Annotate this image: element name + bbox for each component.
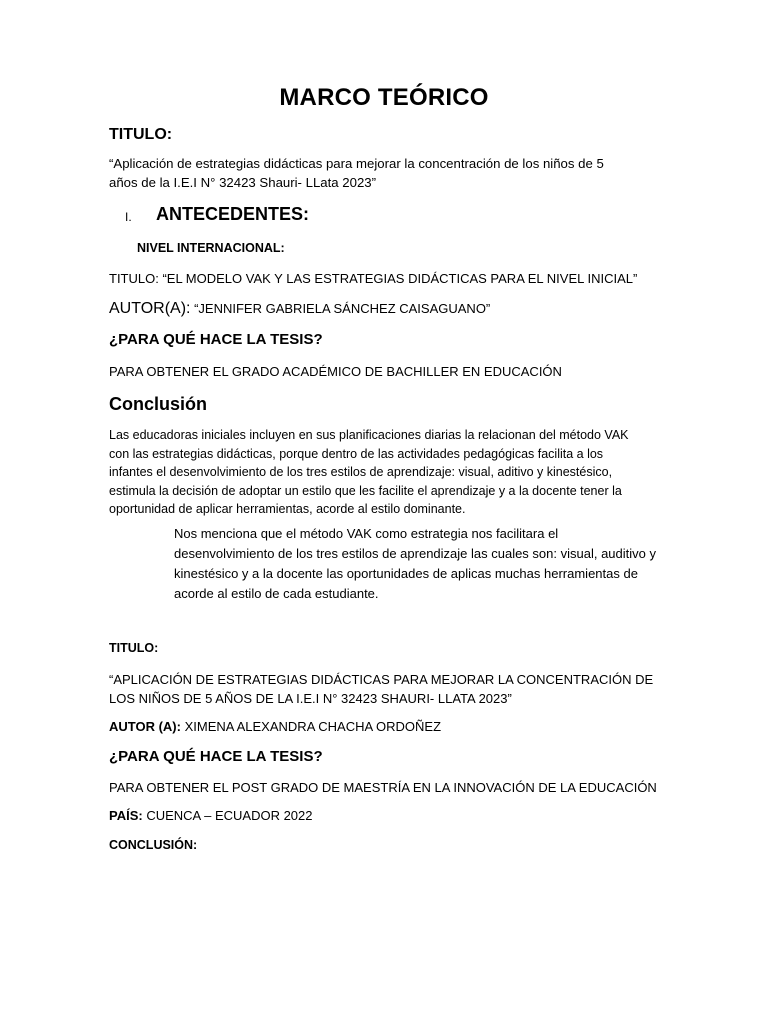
conclusion-line: estimula la decisión de adoptar un estilo que les facilite el aprendizaje y a la docente tener la	[109, 483, 622, 498]
entry1-autor-label: AUTOR(A):	[109, 300, 191, 317]
entry2-titulo-line: LOS NIÑOS DE 5 AÑOS DE LA I.E.I N° 32423 SHAURI- LLATA 2023”	[109, 691, 512, 706]
entry2-titulo-label: TITULO:	[109, 641, 159, 655]
comment-line: kinestésico y a la docente las oportunidades de aplicas muchas herramientas de	[174, 566, 638, 581]
entry2-pais	[109, 808, 313, 823]
conclusion-line: con las estrategias didácticas, porque dentro de las actividades pedagógicas facilita a los	[109, 446, 604, 461]
entry1-purpose: PARA OBTENER EL GRADO ACADÉMICO DE BACHILLER EN EDUCACIÓN	[109, 364, 562, 379]
entry1-comment-paragraph	[174, 524, 664, 604]
titulo-line-2: años de la I.E.I N° 32423 Shauri- LLata 2023”	[109, 174, 377, 190]
titulo-text	[109, 155, 604, 192]
entry2-autor-value: XIMENA ALEXANDRA CHACHA ORDOÑEZ	[180, 719, 442, 734]
conclusion-line: Las educadoras iniciales incluyen en sus planificaciones diarias la relacionan del método VAK	[109, 428, 629, 442]
entry1-conclusion-heading: Conclusión	[109, 394, 207, 414]
titulo-label: TITULO:	[109, 126, 173, 143]
section-heading: ANTECEDENTES:	[156, 204, 310, 224]
titulo-line-1: “Aplicación de estrategias didácticas para mejorar la concentración de los niños de 5	[109, 156, 604, 171]
entry1-conclusion-paragraph	[109, 426, 669, 519]
entry2-conclusion-label: CONCLUSIÓN:	[109, 838, 198, 852]
entry2-question: ¿PARA QUÉ HACE LA TESIS?	[109, 748, 323, 765]
entry2-pais-value: CUENCA – ECUADOR 2022	[142, 808, 313, 823]
entry2-titulo-line: “APLICACIÓN DE ESTRATEGIAS DIDÁCTICAS PARA MEJORAR LA CONCENTRACIÓN DE	[109, 672, 654, 687]
entry1-question: ¿PARA QUÉ HACE LA TESIS?	[109, 331, 323, 348]
conclusion-line: infantes el desenvolvimiento de los tres estilos de aprendizaje: visual, aditivo y kinestésico,	[109, 465, 613, 479]
comment-line: Nos menciona que el método VAK como estrategia nos facilitara el	[174, 526, 559, 541]
entry2-pais-label: PAÍS:	[109, 808, 143, 823]
entry1-autor	[109, 300, 490, 318]
page-title: MARCO TEÓRICO	[279, 84, 489, 111]
entry2-titulo-text	[109, 670, 653, 708]
comment-line: acorde al estilo de cada estudiante.	[174, 586, 379, 601]
entry2-purpose: PARA OBTENER EL POST GRADO DE MAESTRÍA EN LA INNOVACIÓN DE LA EDUCACIÓN	[109, 780, 657, 795]
conclusion-line: oportunidad de aplicar herramientas, acorde al estilo dominante.	[109, 502, 466, 516]
comment-line: desenvolvimiento de los tres estilos de aprendizaje las cuales son: visual, auditivo y	[174, 546, 656, 561]
entry2-autor-label: AUTOR (A):	[109, 719, 181, 734]
entry1-autor-value: “JENNIFER GABRIELA SÁNCHEZ CAISAGUANO”	[190, 301, 491, 316]
entry1-titulo: TITULO: “EL MODELO VAK Y LAS ESTRATEGIAS DIDÁCTICAS PARA EL NIVEL INICIAL”	[109, 271, 638, 286]
nivel-label: NIVEL INTERNACIONAL:	[137, 241, 285, 255]
section-number: I.	[125, 210, 132, 224]
entry2-autor	[109, 719, 441, 734]
